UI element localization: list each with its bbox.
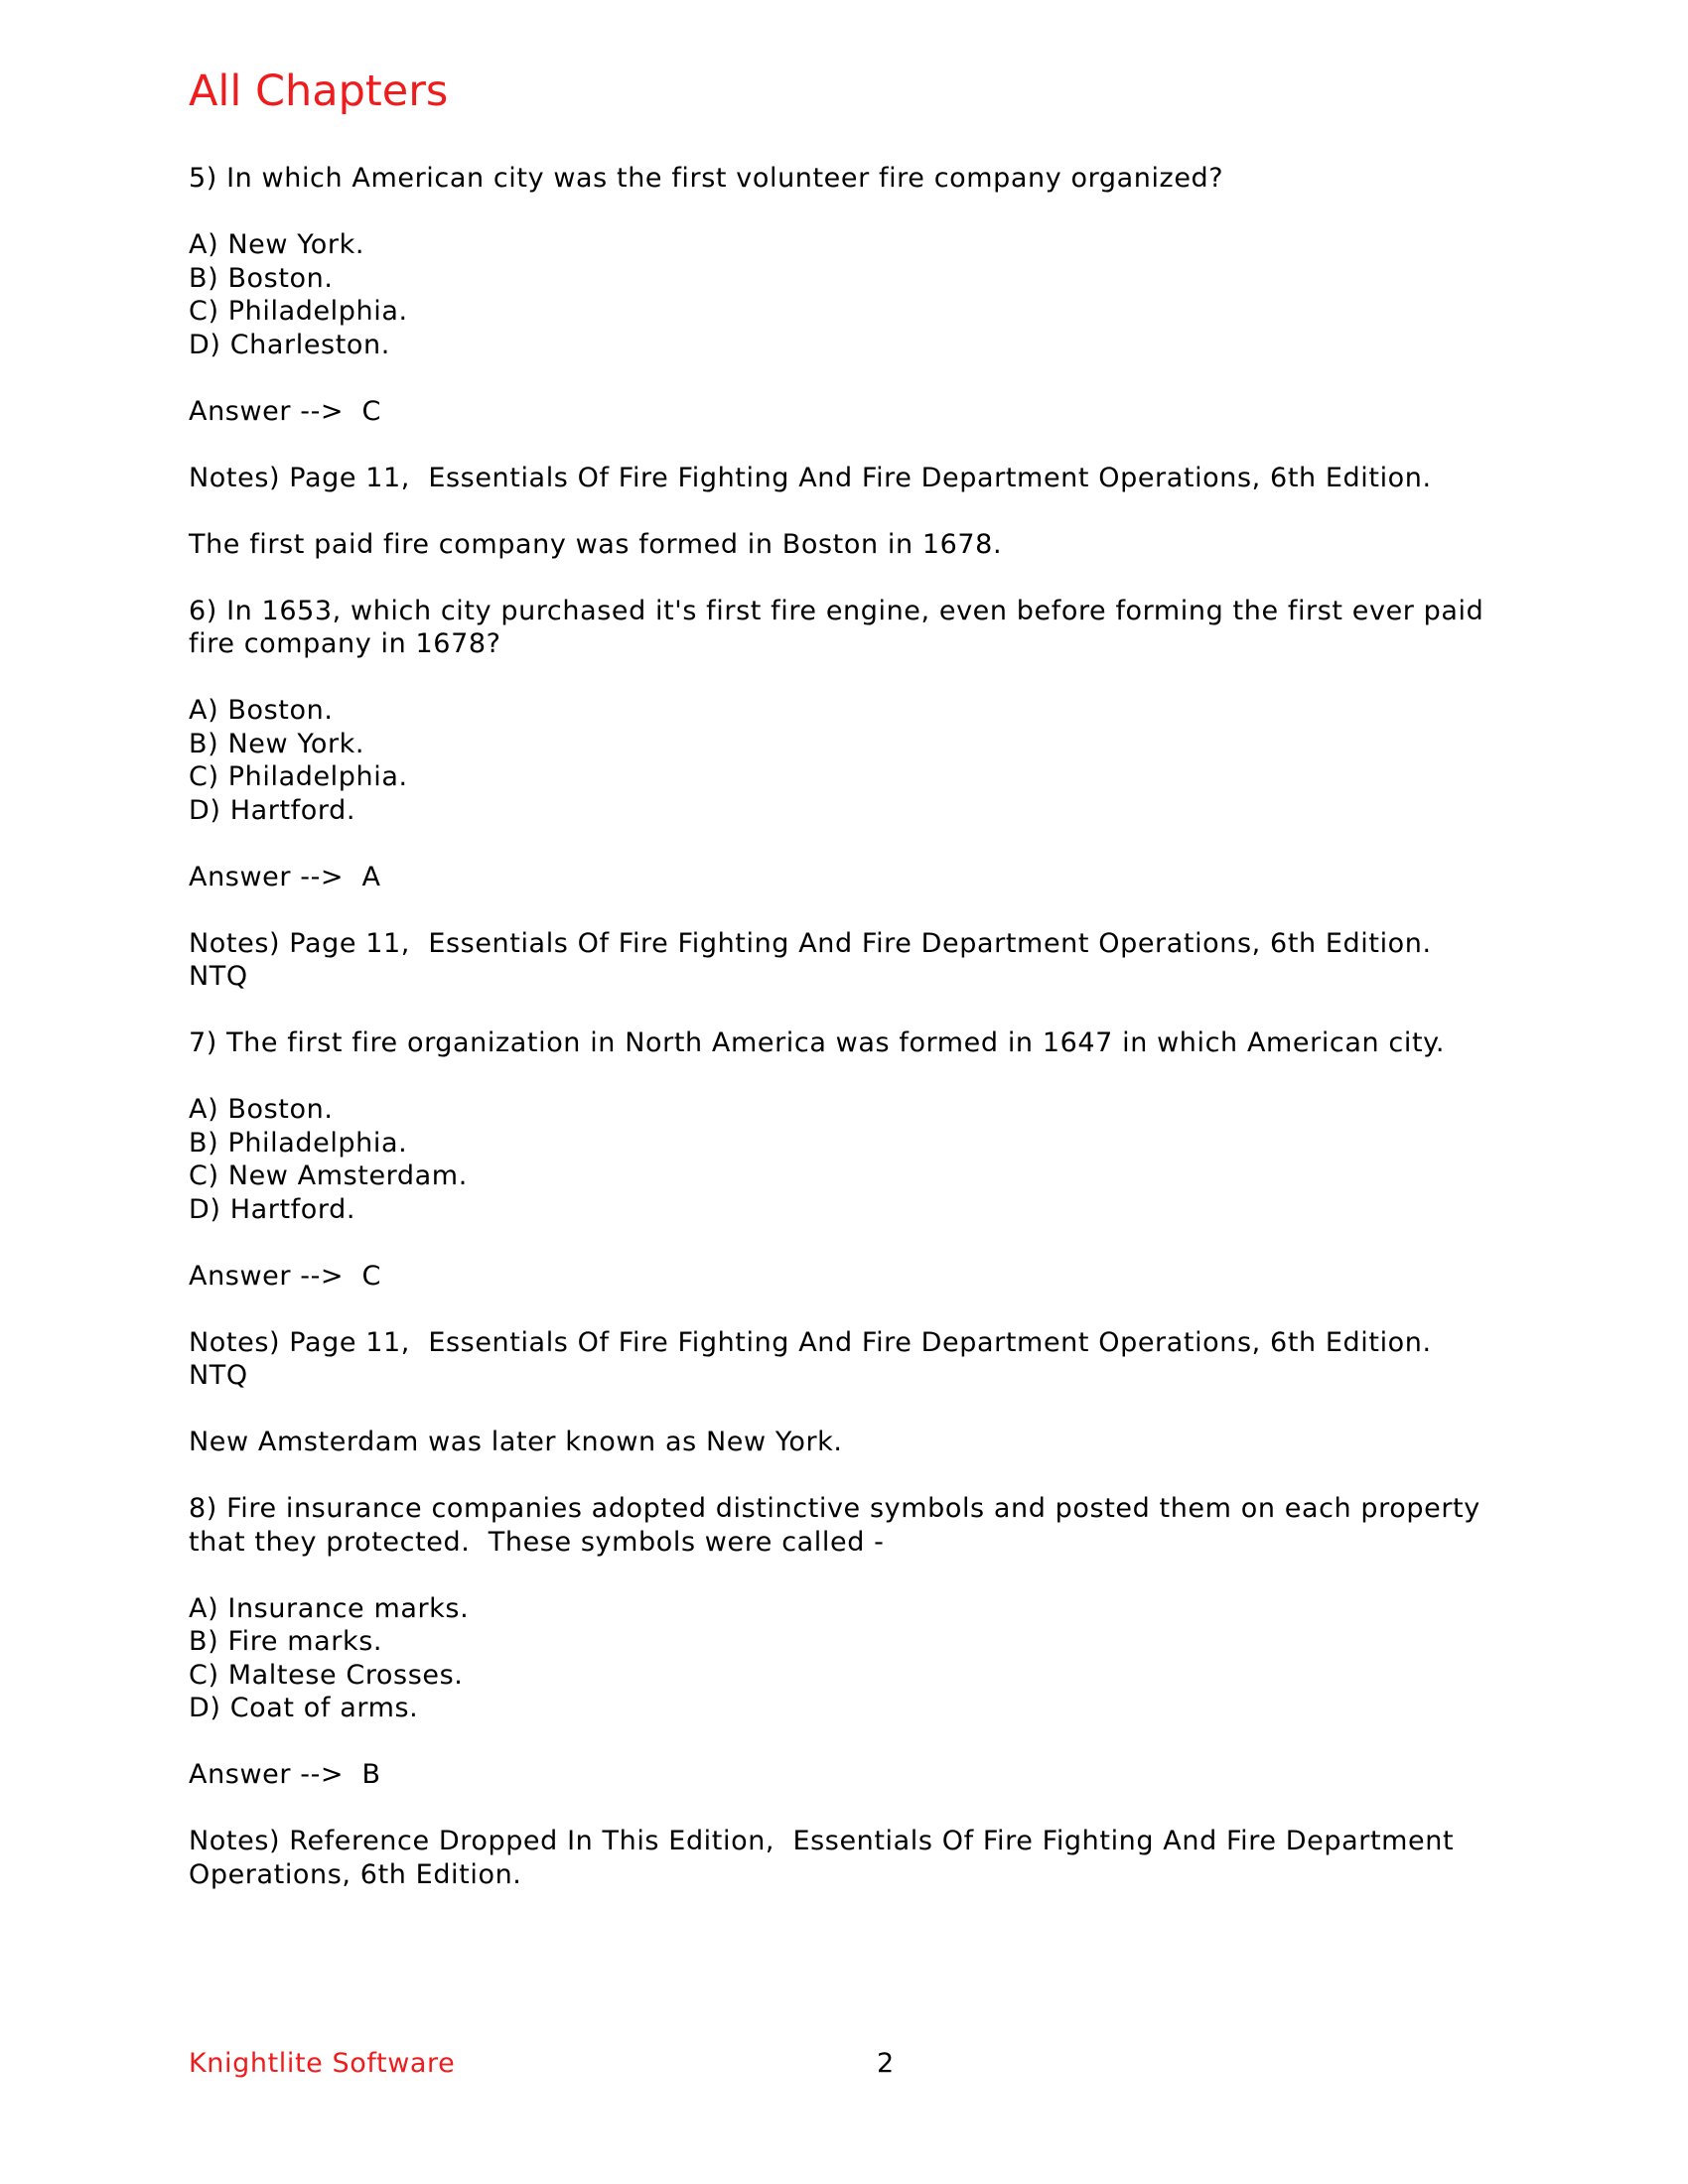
option-d: D) Coat of arms. (189, 1693, 419, 1723)
notes-line: Notes) Page 11, Essentials Of Fire Fighting And Fire Department Operations, 6th Edition. NTQ (189, 1326, 1441, 1391)
option-d: D) Hartford. (189, 794, 356, 826)
question-text: 6) In 1653, which city purchased it's first fire engine, even before forming the first ever paid fire company in 1678? (189, 595, 1493, 659)
page-number: 2 (877, 2048, 895, 2079)
notes-line: Notes) Reference Dropped In This Edition, Essentials Of Fire Fighting And Fire Department Operations, 6th Edition. (189, 1826, 1464, 1890)
page-title: All Chapters (189, 67, 449, 116)
option-a: A) Insurance marks. (189, 1592, 470, 1624)
notes-line: Notes) Page 11, Essentials Of Fire Fighting And Fire Department Operations, 6th Edition. NTQ (189, 927, 1441, 992)
option-c: C) New Amsterdam. (189, 1160, 468, 1191)
option-c: C) Philadelphia. (189, 296, 408, 327)
answer-options (189, 1592, 1499, 1725)
document-body (189, 162, 1499, 1925)
question-5 (189, 162, 1499, 561)
answer-line: Answer --> C (189, 1260, 381, 1292)
notes-line: Notes) Page 11, Essentials Of Fire Fighting And Fire Department Operations, 6th Edition. (189, 462, 1432, 493)
question-8 (189, 1492, 1499, 1891)
extra-note: The first paid fire company was formed in Boston in 1678. (189, 528, 1003, 560)
option-b: B) New York. (189, 728, 365, 759)
question-text: 5) In which American city was the first volunteer fire company organized? (189, 163, 1224, 194)
answer-options (189, 1093, 1499, 1226)
answer-options (189, 228, 1499, 361)
option-d: D) Charleston. (189, 329, 390, 360)
answer-line: Answer --> A (189, 861, 381, 892)
option-a: A) Boston. (189, 695, 334, 726)
question-text: 8) Fire insurance companies adopted distinctive symbols and posted them on each property that they protected. These symbols were called - (189, 1493, 1489, 1558)
option-c: C) Maltese Crosses. (189, 1659, 464, 1691)
footer-company: Knightlite Software (189, 2048, 456, 2079)
option-c: C) Philadelphia. (189, 761, 408, 792)
extra-note: New Amsterdam was later known as New York. (189, 1427, 843, 1457)
answer-line: Answer --> B (189, 1759, 381, 1790)
option-a: A) Boston. (189, 1094, 334, 1125)
option-b: B) Fire marks. (189, 1626, 383, 1657)
answer-options (189, 694, 1499, 827)
option-a: A) New York. (189, 229, 365, 260)
question-text: 7) The first fire organization in North America was formed in 1647 in which American city. (189, 1027, 1446, 1058)
option-b: B) Philadelphia. (189, 1127, 408, 1159)
option-b: B) Boston. (189, 262, 334, 294)
question-7 (189, 1026, 1499, 1459)
answer-line: Answer --> C (189, 395, 381, 427)
question-6 (189, 595, 1499, 994)
option-d: D) Hartford. (189, 1193, 356, 1225)
